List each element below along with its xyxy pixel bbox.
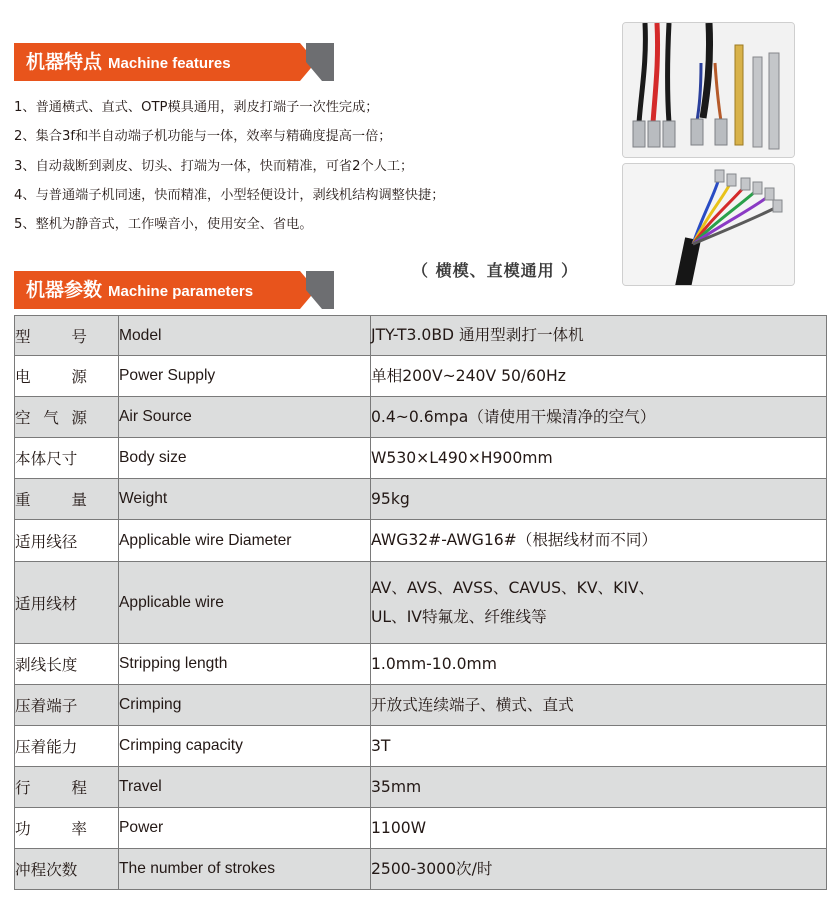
param-label-en: Body size (119, 438, 371, 479)
param-label-cn (15, 397, 119, 438)
param-label-cn-text: 功 率 (15, 820, 87, 838)
param-row (15, 438, 827, 479)
param-value-line: 35mm (371, 777, 422, 796)
param-label-cn-text: 冲程次数 (15, 861, 78, 879)
param-value (371, 808, 827, 849)
param-value (371, 726, 827, 767)
param-row (15, 562, 827, 644)
param-label-cn-text: 空气源 (15, 409, 87, 427)
param-label-cn-text: 适用线径 (15, 532, 78, 551)
param-label-cn (15, 849, 119, 890)
param-label-cn-text: 本体尺寸 (15, 450, 78, 468)
param-value-line: 1.0mm-10.0mm (371, 654, 497, 673)
param-label-en: Applicable wire Diameter (119, 520, 371, 562)
param-label-cn (15, 644, 119, 685)
param-row (15, 479, 827, 520)
param-row (15, 397, 827, 438)
param-label-en: Weight (119, 479, 371, 520)
param-label-cn-text: 压着端子 (15, 697, 78, 715)
banner-grey-shape (306, 271, 334, 309)
param-label-cn-text: 重 量 (15, 491, 87, 509)
param-row (15, 849, 827, 890)
param-label-en: Applicable wire (119, 562, 371, 644)
param-value-line: AV、AVS、AVSS、CAVUS、KV、KIV、 (371, 578, 655, 597)
param-value (371, 397, 827, 438)
param-label-cn (15, 438, 119, 479)
params-table (14, 315, 827, 890)
wire-bundle-photo (622, 163, 795, 286)
param-label-cn (15, 726, 119, 767)
banner-title-en: Machine features (108, 55, 231, 72)
param-row (15, 685, 827, 726)
param-label-cn-text: 行 程 (15, 779, 87, 797)
param-value-line: 开放式连续端子、横式、直式 (371, 695, 574, 714)
wire-bundle-illustration (623, 164, 795, 286)
feature-item: 5、整机为静音式，工作噪音小，使用安全、省电。 (14, 217, 313, 233)
param-label-en: Power Supply (119, 356, 371, 397)
param-value-line: 1100W (371, 818, 427, 837)
param-value (371, 767, 827, 808)
param-value-line: UL、IV特氟龙、纤维线等 (371, 607, 547, 626)
param-row (15, 644, 827, 685)
banner-title-cn: 机器特点 (26, 51, 103, 73)
param-label-cn (15, 562, 119, 644)
param-label-en: The number of strokes (119, 849, 371, 890)
param-label-cn-text: 剥线长度 (15, 656, 78, 674)
param-value-line: 2500-3000次/时 (371, 859, 493, 878)
param-value (371, 438, 827, 479)
param-label-cn (15, 316, 119, 356)
param-label-cn (15, 520, 119, 562)
param-label-cn-text: 型 号 (15, 327, 87, 346)
param-value (371, 520, 827, 562)
feature-item: 1、普通横式、直式、OTP模具通用，剥皮打端子一次性完成； (14, 100, 379, 115)
param-label-cn-text: 电 源 (15, 368, 87, 386)
param-label-cn (15, 767, 119, 808)
param-label-cn (15, 356, 119, 397)
param-value-line: 0.4~0.6mpa（请使用干燥清净的空气） (371, 407, 656, 426)
param-row (15, 808, 827, 849)
param-label-en: Travel (119, 767, 371, 808)
terminals-photo (622, 22, 795, 158)
param-label-cn-text: 适用线材 (15, 594, 78, 613)
param-value (371, 644, 827, 685)
banner-grey-shape (306, 43, 334, 81)
param-label-en: Power (119, 808, 371, 849)
param-row (15, 767, 827, 808)
param-label-en: Model (119, 316, 371, 356)
param-value (371, 479, 827, 520)
param-label-cn-text: 压着能力 (15, 738, 78, 756)
param-label-en: Stripping length (119, 644, 371, 685)
param-row (15, 726, 827, 767)
param-label-en: Crimping (119, 685, 371, 726)
die-compatibility-caption: （ 横模、直模通用 ） (412, 261, 579, 280)
param-value-line: 单相200V~240V 50/60Hz (371, 366, 566, 385)
param-label-en: Crimping capacity (119, 726, 371, 767)
param-row (15, 316, 827, 356)
param-label-cn (15, 808, 119, 849)
param-value-line: JTY-T3.0BD 通用型剥打一体机 (371, 326, 584, 344)
params-section-banner (14, 271, 334, 309)
banner-title-en: Machine parameters (108, 283, 254, 300)
param-label-cn (15, 479, 119, 520)
param-value-line: W530×L490×H900mm (371, 448, 553, 467)
param-label-cn (15, 685, 119, 726)
param-value-line: AWG32#-AWG16#（根据线材而不同） (371, 531, 658, 549)
features-list (14, 93, 604, 239)
param-value (371, 316, 827, 356)
terminals-illustration (623, 23, 795, 158)
param-value (371, 849, 827, 890)
param-value-line: 95kg (371, 489, 410, 508)
banner-title (26, 271, 253, 309)
param-row (15, 356, 827, 397)
banner-title-cn: 机器参数 (26, 279, 103, 301)
banner-title (26, 43, 231, 81)
params-table-body (15, 316, 827, 890)
feature-item: 2、集合3f和半自动端子机功能与一体，效率与精确度提高一倍； (14, 129, 392, 145)
features-section-banner (14, 43, 334, 81)
param-label-en: Air Source (119, 397, 371, 438)
param-value (371, 356, 827, 397)
feature-item: 4、与普通端子机同速，快而精准，小型轻便设计，剥线机结构调整快捷； (14, 187, 445, 203)
feature-item: 3、自动裁断到剥皮、切头、打端为一体，快而精准，可省2个人工； (14, 158, 414, 174)
param-value-line: 3T (371, 736, 391, 755)
param-row (15, 520, 827, 562)
param-value (371, 685, 827, 726)
param-value (371, 562, 827, 644)
